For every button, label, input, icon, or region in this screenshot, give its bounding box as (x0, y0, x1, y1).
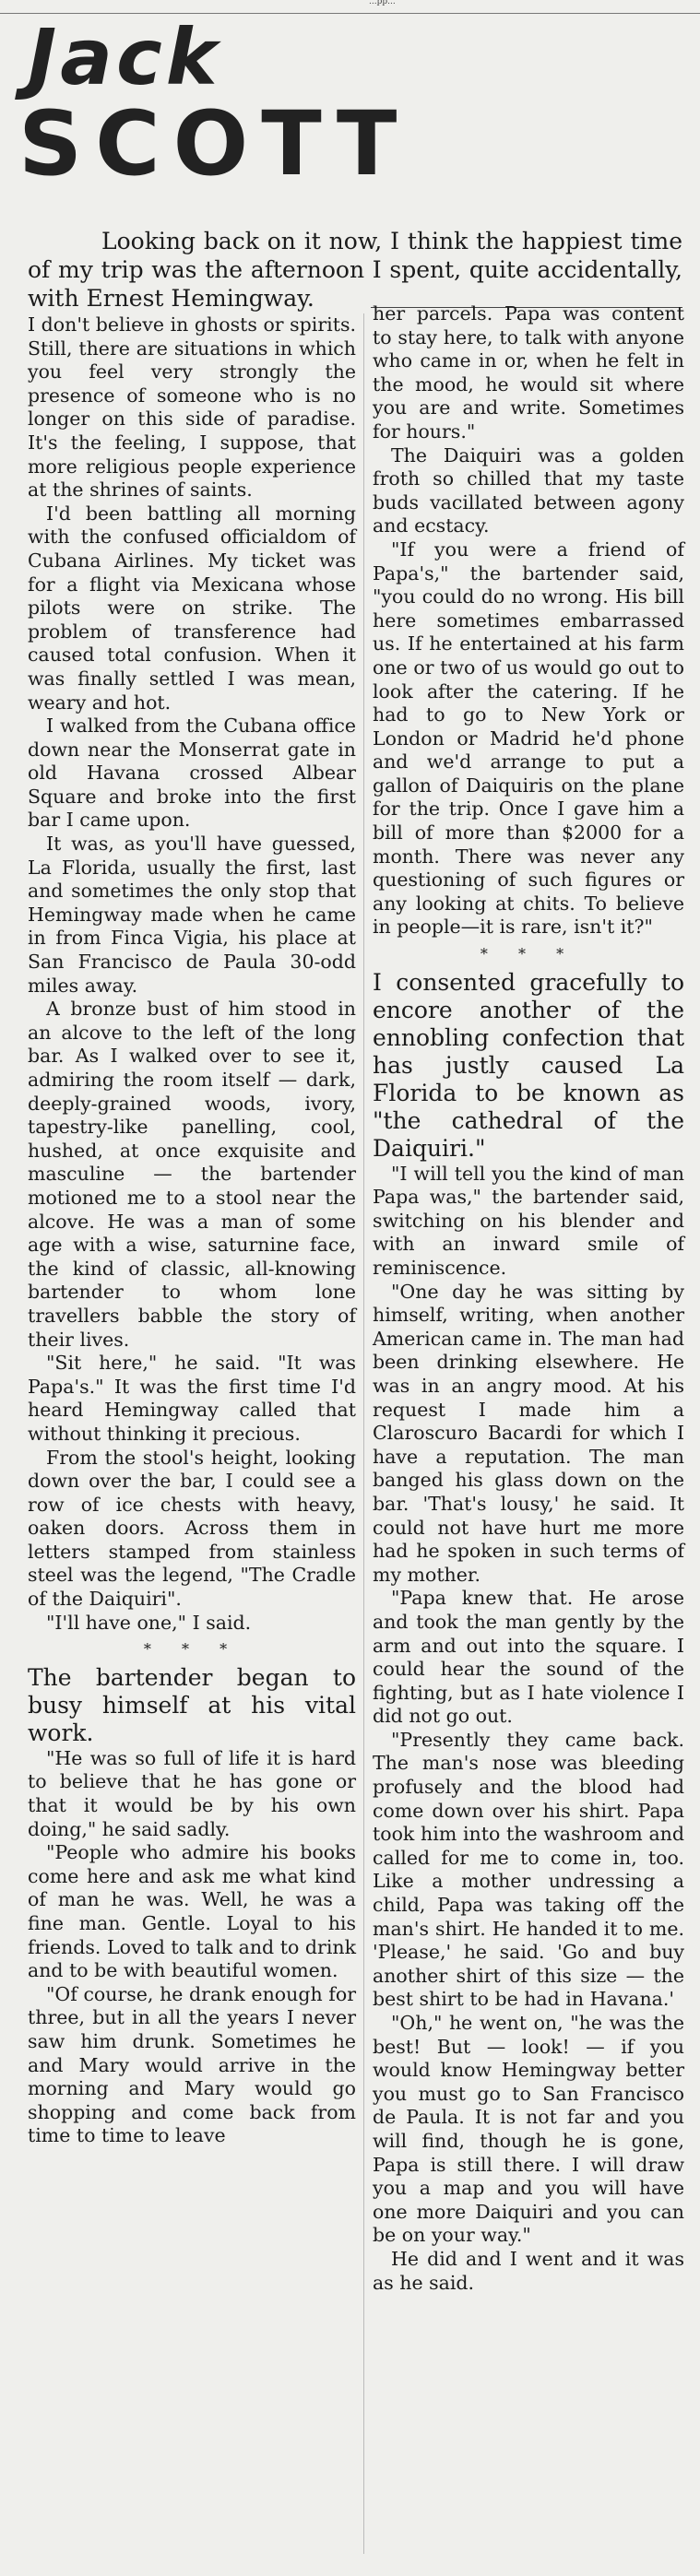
lead-paragraph (28, 227, 682, 313)
paragraph: I don't believe in ghosts or spirits. Still, there are situations in which you feel very strongly the presence of someone who is no longer on this side of paradise. It's the feeling, I suppose, that more religious people experience at the shrines of saints. (28, 313, 356, 502)
paragraph: "Oh," he went on, "he was the best! But — look! — if you would know Hemingway better you must go to San Francisco de Paula. It is not far and you will find, though he is gone, Papa is still there. I will draw you a map and you will have one more Daiquiri and you can be on your way." (373, 2012, 684, 2247)
column-divider (363, 313, 364, 2554)
byline-first-name: Jack (28, 12, 221, 102)
paragraph: "One day he was sitting by himself, writing, when another American came in. The man had been drinking elsewhere. He was in an angry mood. At his request I made him a Claroscuro Bacardi for which I have a reputation. The man banged his glass down on the bar. 'That's lousy,' he said. It could not have hurt me more had he spoken in such terms of my mother. (373, 1280, 684, 1586)
paragraph: "He was so full of life it is hard to believe that he has gone or that it would be by his own doing," he said sadly. (28, 1746, 356, 1840)
paragraph: "Sit here," he said. "It was Papa's." It was the first time I'd heard Hemingway called that without thinking it precious. (28, 1352, 356, 1445)
header-fragment: ...pp... (369, 0, 396, 6)
paragraph: A bronze bust of him stood in an alcove to the left of the long bar. As I walked over to see it, admiring the room itself — dark, deeply-grained woods, ivory, tapestry-like panelling, cool, hushed, at once exquisite and masculine — the bartender motioned me to a stool near the alcove. He was a man of some age with a wise, saturnine face, the kind of classic, all-knowing bartender to whom lone travellers babble the story of their lives. (28, 998, 356, 1351)
paragraph: "I will tell you the kind of man Papa was," the bartender said, switching on his blender and with an inward smile of reminiscence. (373, 1162, 684, 1279)
paragraph: "I'll have one," I said. (46, 1611, 252, 1634)
lead-text: Looking back on it now, I think the happiest time of my trip was the afternoon I spent, quite accidentally, with Ernest Hemingway. (28, 228, 682, 312)
paragraph: I'd been battling all morning with the confused officialdom of Cubana Airlines. My ticket was for a flight via Mexicana whose pilots were on strike. The problem of transference had caused total confusion. When it was finally settled I was mean, weary and hot. (28, 502, 356, 714)
paragraph: "People who admire his books come here and ask me what kind of man he was. Well, he was a fine man. Gentle. Loyal to his friends. Loved to talk and to drink and to be with beautiful women. (28, 1841, 356, 1982)
byline-last-name: SCOTT (18, 92, 410, 195)
paragraph: her parcels. Papa was content to stay here, to talk with anyone who came in or, when he felt in the mood, he would sit where you are and write. Sometimes for hours." (373, 302, 684, 443)
paragraph: "If you were a friend of Papa's," the bartender said, "you could do no wrong. His bill here sometimes embarrassed us. If he entertained at his farm one or two of us would go out to look after the catering. If he had to go to New York or London or Madrid he'd phone and we'd arrange to put a gallon of Daiquiris on the plane for the trip. Once I gave him a bill of more than $2000 for a month. There was never any questioning of such figures or any looking at chits. To believe in people—it is rare, isn't it?" (373, 538, 684, 939)
paragraph: He did and I went and it was as he said. (373, 2247, 684, 2294)
paragraph: It was, as you'll have guessed, La Florida, usually the first, last and sometimes the only stop that Hemingway made when he came in from Finca Vigia, his place at San Francisco de Paula 30-odd miles away. (28, 833, 356, 997)
paragraph-large: The bartender began to busy himself at his vital work. (28, 1663, 356, 1746)
paragraph: I walked from the Cubana office down near the Monserrat gate in old Havana crossed Albear Square and broke into the first bar I came upon. (28, 715, 356, 832)
paragraph: "Of course, he drank enough for three, but in all the years I never saw him drunk. Sometimes he and Mary would arrive in the morning and Mary would go shopping and come back from time to time to leave (28, 1982, 356, 2147)
paragraph: The Daiquiri was a golden froth so chilled that my taste buds vacillated between agony and ecstacy. (373, 443, 684, 538)
paragraph: From the stool's height, looking down over the bar, I could see a row of ice chests with heavy, oaken doors. Across them in letters stamped from stainless steel was the legend, "The Cradle of the Daiquiri". (28, 1446, 356, 1611)
paragraph-large: I consented gracefully to encore another of the ennobling confection that has justly caused La Florida to be known as "the cathedral of the Daiquiri." (373, 968, 684, 1162)
paragraph: "Presently they came back. The man's nose was bleeding profusely and the blood had come down over his shirt. Papa took him into the washroom and called for me to come in, too. Like a mother undressing a child, Papa was taking off the man's shirt. He handed it to me. 'Please,' he said. 'Go and buy another shirt of this size — the best shirt to be had in Havana.' (373, 1728, 684, 2011)
left-column (28, 313, 356, 2148)
section-break: * * * (143, 1640, 241, 1659)
right-column (373, 302, 684, 2295)
section-break: * * * (480, 945, 577, 963)
paragraph: "Papa knew that. He arose and took the man gently by the arm and out into the square. I could hear the sound of the fighting, but as I hate violence I did not go out. (373, 1587, 684, 1728)
